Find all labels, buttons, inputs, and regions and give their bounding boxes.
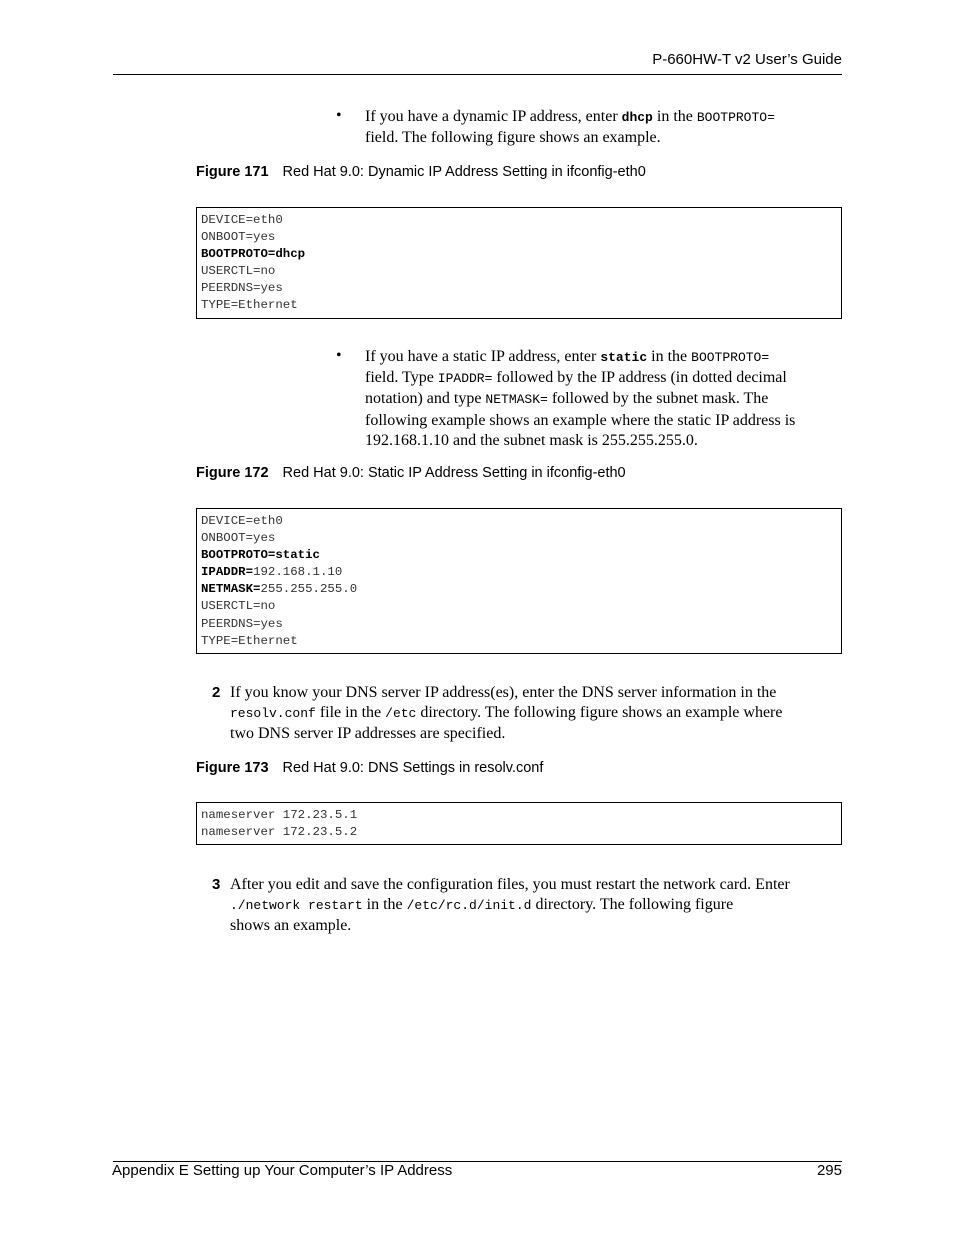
- code-line: PEERDNS=yes: [201, 281, 283, 296]
- code-line: DEVICE=eth0: [201, 213, 283, 227]
- figure-171-caption: [196, 164, 646, 180]
- guide-title: P-660HW-T v2 User’s Guide: [652, 51, 842, 68]
- figure-title: Red Hat 9.0: DNS Settings in resolv.conf: [282, 760, 544, 776]
- code-line: USERCTL=no: [201, 599, 276, 614]
- dynamic-ip-paragraph: If you have a dynamic IP address, enter dhcp in the BOOTPROTO= field. The following figure shows an example.: [365, 108, 775, 147]
- footer-section-title: Appendix E Setting up Your Computer’s IP Address: [112, 1162, 453, 1179]
- code-box-resolv-conf: [196, 802, 842, 845]
- code-line: nameserver 172.23.5.2: [201, 825, 358, 840]
- figure-173-caption: [196, 760, 543, 776]
- figure-title: Red Hat 9.0: Dynamic IP Address Setting in ifconfig-eth0: [282, 164, 646, 180]
- figure-172-caption: [196, 465, 626, 481]
- dns-step-paragraph: If you know your DNS server IP address(es), enter the DNS server information in the resolv.conf file in the /etc directory. The following figure shows an example where two DNS server IP addresses are specified.: [230, 684, 783, 743]
- code-line: TYPE=Ethernet: [201, 633, 298, 648]
- code-line: BOOTPROTO=dhcp: [201, 247, 306, 262]
- code-line: TYPE=Ethernet: [201, 298, 298, 313]
- figure-title: Red Hat 9.0: Static IP Address Setting in ifconfig-eth0: [282, 465, 626, 481]
- header-rule: [113, 74, 842, 75]
- bullet-marker: •: [336, 347, 342, 364]
- page-number: 295: [816, 1162, 842, 1179]
- code-line: PEERDNS=yes: [201, 616, 283, 631]
- code-line: NETMASK=255.255.255.0: [201, 582, 358, 597]
- code-line: IPADDR=192.168.1.10: [201, 565, 343, 580]
- code-line: DEVICE=eth0: [201, 514, 283, 528]
- bullet-marker: •: [336, 107, 342, 124]
- step-number: 3: [212, 876, 221, 893]
- code-box-ifcfg-dynamic: [196, 207, 842, 319]
- figure-label: Figure 171: [196, 164, 269, 180]
- code-line: ONBOOT=yes: [201, 531, 276, 546]
- figure-label: Figure 173: [196, 760, 269, 776]
- figure-label: Figure 172: [196, 465, 269, 481]
- code-line: USERCTL=no: [201, 264, 276, 279]
- code-line: nameserver 172.23.5.1: [201, 808, 358, 822]
- static-ip-paragraph: If you have a static IP address, enter static in the BOOTPROTO= field. Type IPADDR= followed by the IP address (in dotted decimal notation) and type NETMASK= followed by the subnet mask. The following example shows an example where the static IP address is 192.168.1.10 and the subnet mask is 255.255.255.0.: [365, 348, 796, 449]
- step-number: 2: [212, 684, 221, 701]
- code-box-ifcfg-static: [196, 508, 842, 654]
- code-line: ONBOOT=yes: [201, 230, 276, 245]
- code-line: BOOTPROTO=static: [201, 548, 320, 563]
- restart-step-paragraph: After you edit and save the configuration files, you must restart the network card. Enter ./network restart in the /etc/rc.d/init.d directory. The following figure shows an example.: [230, 876, 790, 935]
